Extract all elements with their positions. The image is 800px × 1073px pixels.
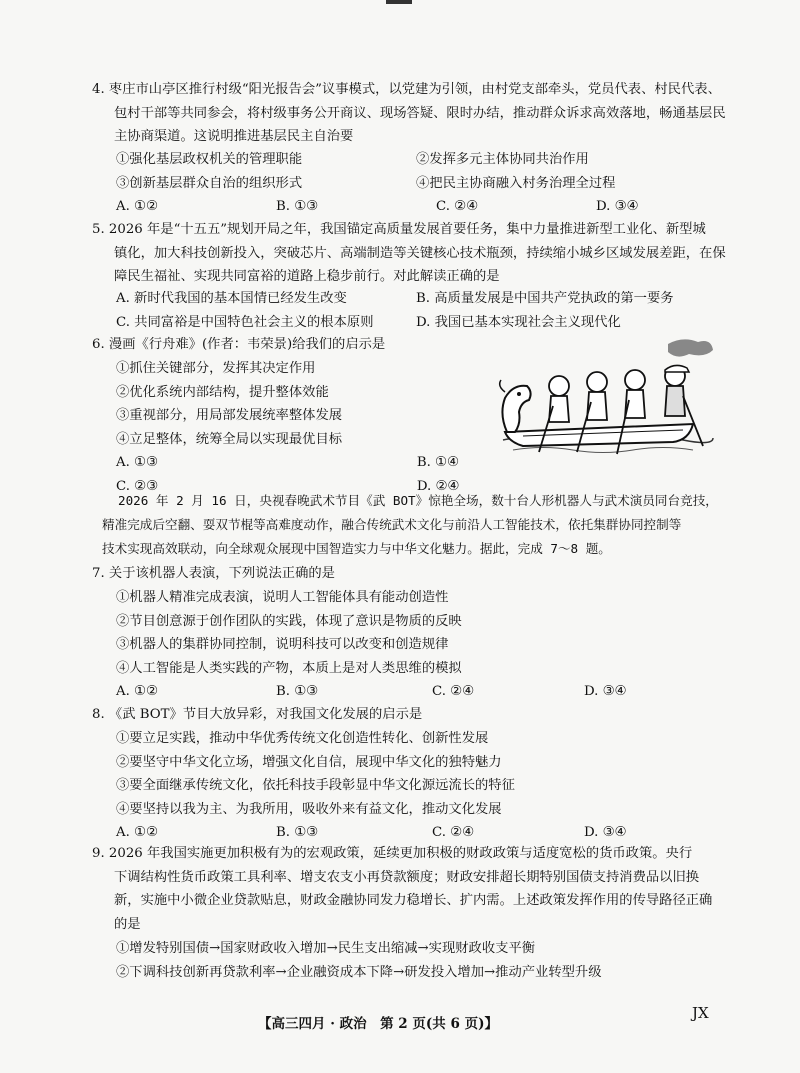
q9-items	[116, 937, 716, 984]
q6-items	[116, 357, 476, 498]
q8-items	[116, 727, 716, 845]
q5-option-c[interactable]: C. 共同富裕是中国特色社会主义的根本原则	[116, 314, 374, 330]
q4-item: ③创新基层群众自治的组织形式	[116, 175, 303, 191]
q6-option-a[interactable]: A. ①③	[116, 455, 158, 470]
q6-option-c[interactable]: C. ②③	[116, 478, 158, 494]
q9-item: ②下调科技创新再贷款利率→企业融资成本下降→研发投入增加→推动产业转型升级	[116, 964, 602, 980]
question-8	[92, 703, 692, 727]
q7-item: ①机器人精准完成表演，说明人工智能体具有能动创造性	[116, 590, 449, 605]
q9-line: 的是	[114, 916, 141, 932]
q5-line: 5. 2026 年是“十五五”规划开局之年，我国锚定高质量发展首要任务，集中力量推进新型工业化、新型城	[92, 222, 706, 237]
q4-line: 4. 枣庄市山亭区推行村级“阳光报告会”议事模式，以党建为引领，由村党支部牵头，党员代表、村民代表、	[92, 82, 721, 97]
q6-option-b[interactable]: B. ①④	[416, 455, 459, 470]
q6-item: ②优化系统内部结构，提升整体效能	[116, 384, 329, 400]
q8-item: ④要坚持以我为主、为我所用，吸收外来有益文化，推动文化发展	[116, 801, 502, 817]
q8-stem: 8. 《武 BOT》节目大放异彩，对我国文化发展的启示是	[92, 707, 423, 722]
q4-item: ①强化基层政权机关的管理职能	[116, 152, 303, 167]
q4-option-a[interactable]: A. ①②	[116, 199, 158, 214]
question-5	[92, 218, 726, 289]
q5-option-b[interactable]: B. 高质量发展是中国共产党执政的第一要务	[416, 291, 674, 306]
material-line: 技术实现高效联动，向全球观众展现中国智造实力与中华文化魅力。据此，完成 7～8 题。	[102, 541, 611, 556]
page-footer: 【高三四月 · 政治 第 2 页(共 6 页)】	[258, 1016, 498, 1032]
q7-items	[116, 586, 716, 704]
material-line: 2026 年 2 月 16 日，央视春晚武术节目《武 BOT》惊艳全场，数十台人形机器人与武术演员同台竞技，	[118, 493, 718, 508]
q5-line: 镇化，加大科技创新投入，突破芯片、高端制造等关键核心技术瓶颈，持续缩小城乡区域发展差距，在保	[114, 245, 726, 261]
q5-option-a[interactable]: A. 新时代我国的基本国情已经发生改变	[116, 291, 347, 306]
q7-option-c[interactable]: C. ②④	[432, 684, 474, 699]
q4-items	[116, 148, 716, 219]
q6-item: ③重视部分，用局部发展统率整体发展	[116, 408, 343, 423]
q7-item: ②节目创意源于创作团队的实践，体现了意识是物质的反映	[116, 613, 462, 629]
q9-line: 下调结构性货币政策工具利率、增支农支小再贷款额度；财政安排超长期特别国债支持消费品以旧换	[114, 869, 700, 885]
material-line: 精准完成后空翻、耍双节棍等高难度动作，融合传统武术文化与前沿人工智能技术，依托集群协同控制等	[102, 517, 682, 532]
q5-line: 障民生福祉、实现共同富裕的道路上稳步前行。对此解读正确的是	[114, 269, 500, 284]
q4-item: ④把民主协商融入村务治理全过程	[416, 175, 616, 191]
q4-option-c[interactable]: C. ②④	[436, 199, 478, 214]
q4-option-b[interactable]: B. ①③	[276, 199, 319, 214]
question-6	[92, 333, 472, 357]
q7-item: ④人工智能是人类实践的产物，本质上是对人类思维的模拟	[116, 660, 462, 676]
q9-line: 9. 2026 年我国实施更加积极有为的宏观政策，延续更加积极的财政政策与适度宽松的货币政策。央行	[92, 846, 693, 861]
q8-item: ①要立足实践，推动中华优秀传统文化创造性转化、创新性发展	[116, 731, 489, 746]
rowing-cartoon-image	[493, 336, 715, 462]
q7-option-b[interactable]: B. ①③	[276, 684, 319, 699]
q8-option-c[interactable]: C. ②④	[432, 825, 474, 840]
q9-line: 新，实施中小微企业贷款贴息，财政金融协同发力稳增长、扩内需。上述政策发挥作用的传导路径正确	[114, 893, 713, 908]
q7-option-d[interactable]: D. ③④	[584, 684, 627, 699]
question-7	[92, 562, 692, 586]
paper-code: JX	[692, 1004, 709, 1022]
q7-option-a[interactable]: A. ①②	[116, 684, 158, 699]
q6-item: ④立足整体，统筹全局以实现最优目标	[116, 431, 343, 447]
q6-stem: 6. 漫画《行舟难》(作者：韦荣景)给我们的启示是	[92, 337, 386, 352]
q5-options	[116, 287, 716, 334]
q8-item: ②要坚守中华文化立场，增强文化自信，展现中华文化的独特魅力	[116, 754, 502, 770]
q7-stem: 7. 关于该机器人表演，下列说法正确的是	[92, 566, 335, 581]
q6-item: ①抓住关键部分，发挥其决定作用	[116, 361, 316, 376]
top-mark	[386, 0, 412, 4]
question-4	[92, 78, 726, 149]
q9-item: ①增发特别国债→国家财政收入增加→民生支出缩减→实现财政收支平衡	[116, 941, 536, 956]
q8-option-a[interactable]: A. ①②	[116, 825, 158, 840]
q8-option-d[interactable]: D. ③④	[584, 825, 627, 840]
q8-option-b[interactable]: B. ①③	[276, 825, 319, 840]
q4-line: 包村干部等共同参会，将村级事务公开商议、现场答疑、限时办结，推动群众诉求高效落地，畅通基层民	[114, 105, 726, 121]
q8-item: ③要全面继承传统文化，依托科技手段彰显中华文化源远流长的特征	[116, 778, 515, 793]
q6-option-d[interactable]: D. ②④	[416, 478, 460, 494]
q4-line: 主协商渠道。这说明推进基层民主自治要	[114, 129, 354, 144]
q5-option-d[interactable]: D. 我国已基本实现社会主义现代化	[416, 314, 621, 330]
q7-item: ③机器人的集群协同控制，说明科技可以改变和创造规律	[116, 637, 449, 652]
question-9	[92, 842, 712, 936]
material-passage	[102, 489, 723, 561]
q4-item: ②发挥多元主体协同共治作用	[416, 152, 589, 167]
q4-option-d[interactable]: D. ③④	[596, 199, 639, 214]
